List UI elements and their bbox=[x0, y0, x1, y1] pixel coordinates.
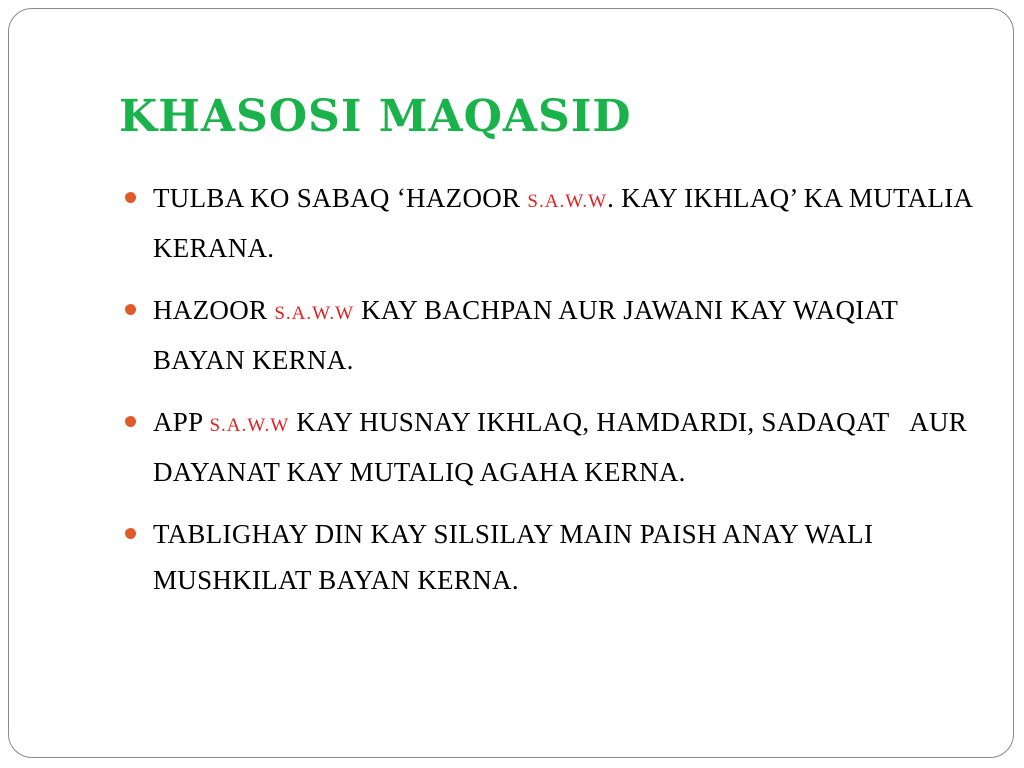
bullet-highlight: S.A.W.W bbox=[527, 191, 608, 212]
bullet-dot-icon bbox=[125, 416, 136, 427]
bullet-text: HAZOOR bbox=[153, 295, 275, 325]
bullet-text: TABLIGHAY DIN KAY SILSILAY MAIN PAISH ANAY WALI MUSHKILAT BAYAN KERNA. bbox=[153, 519, 874, 595]
bullet-item bbox=[119, 399, 979, 495]
bullet-text: APP bbox=[153, 407, 210, 437]
bullet-dot-icon bbox=[125, 192, 136, 203]
bullet-item bbox=[119, 175, 979, 271]
bullet-dot-icon bbox=[125, 304, 136, 315]
bullet-highlight: S.A.W.W bbox=[209, 415, 290, 436]
bullet-item bbox=[119, 511, 979, 607]
bullet-text: . KAY IKHLAQ’ KA MUTALIA KERANA. bbox=[153, 183, 972, 263]
bullet-list bbox=[119, 175, 979, 623]
bullet-text: KAY HUSNAY IKHLAQ, HAMDARDI, SADAQAT AUR DAYANAT KAY MUTALIQ AGAHA KERNA. bbox=[153, 407, 968, 487]
bullet-text: KAY BACHPAN AUR JAWANI KAY WAQIAT BAYAN KERNA. bbox=[153, 295, 898, 375]
slide-title: KHASOSI MAQASID bbox=[119, 91, 632, 142]
bullet-text: TULBA KO SABAQ ‘HAZOOR bbox=[153, 183, 528, 213]
bullet-highlight: S.A.W.W bbox=[274, 303, 355, 324]
bullet-dot-icon bbox=[125, 528, 136, 539]
bullet-item bbox=[119, 287, 979, 383]
slide-frame bbox=[8, 8, 1014, 758]
